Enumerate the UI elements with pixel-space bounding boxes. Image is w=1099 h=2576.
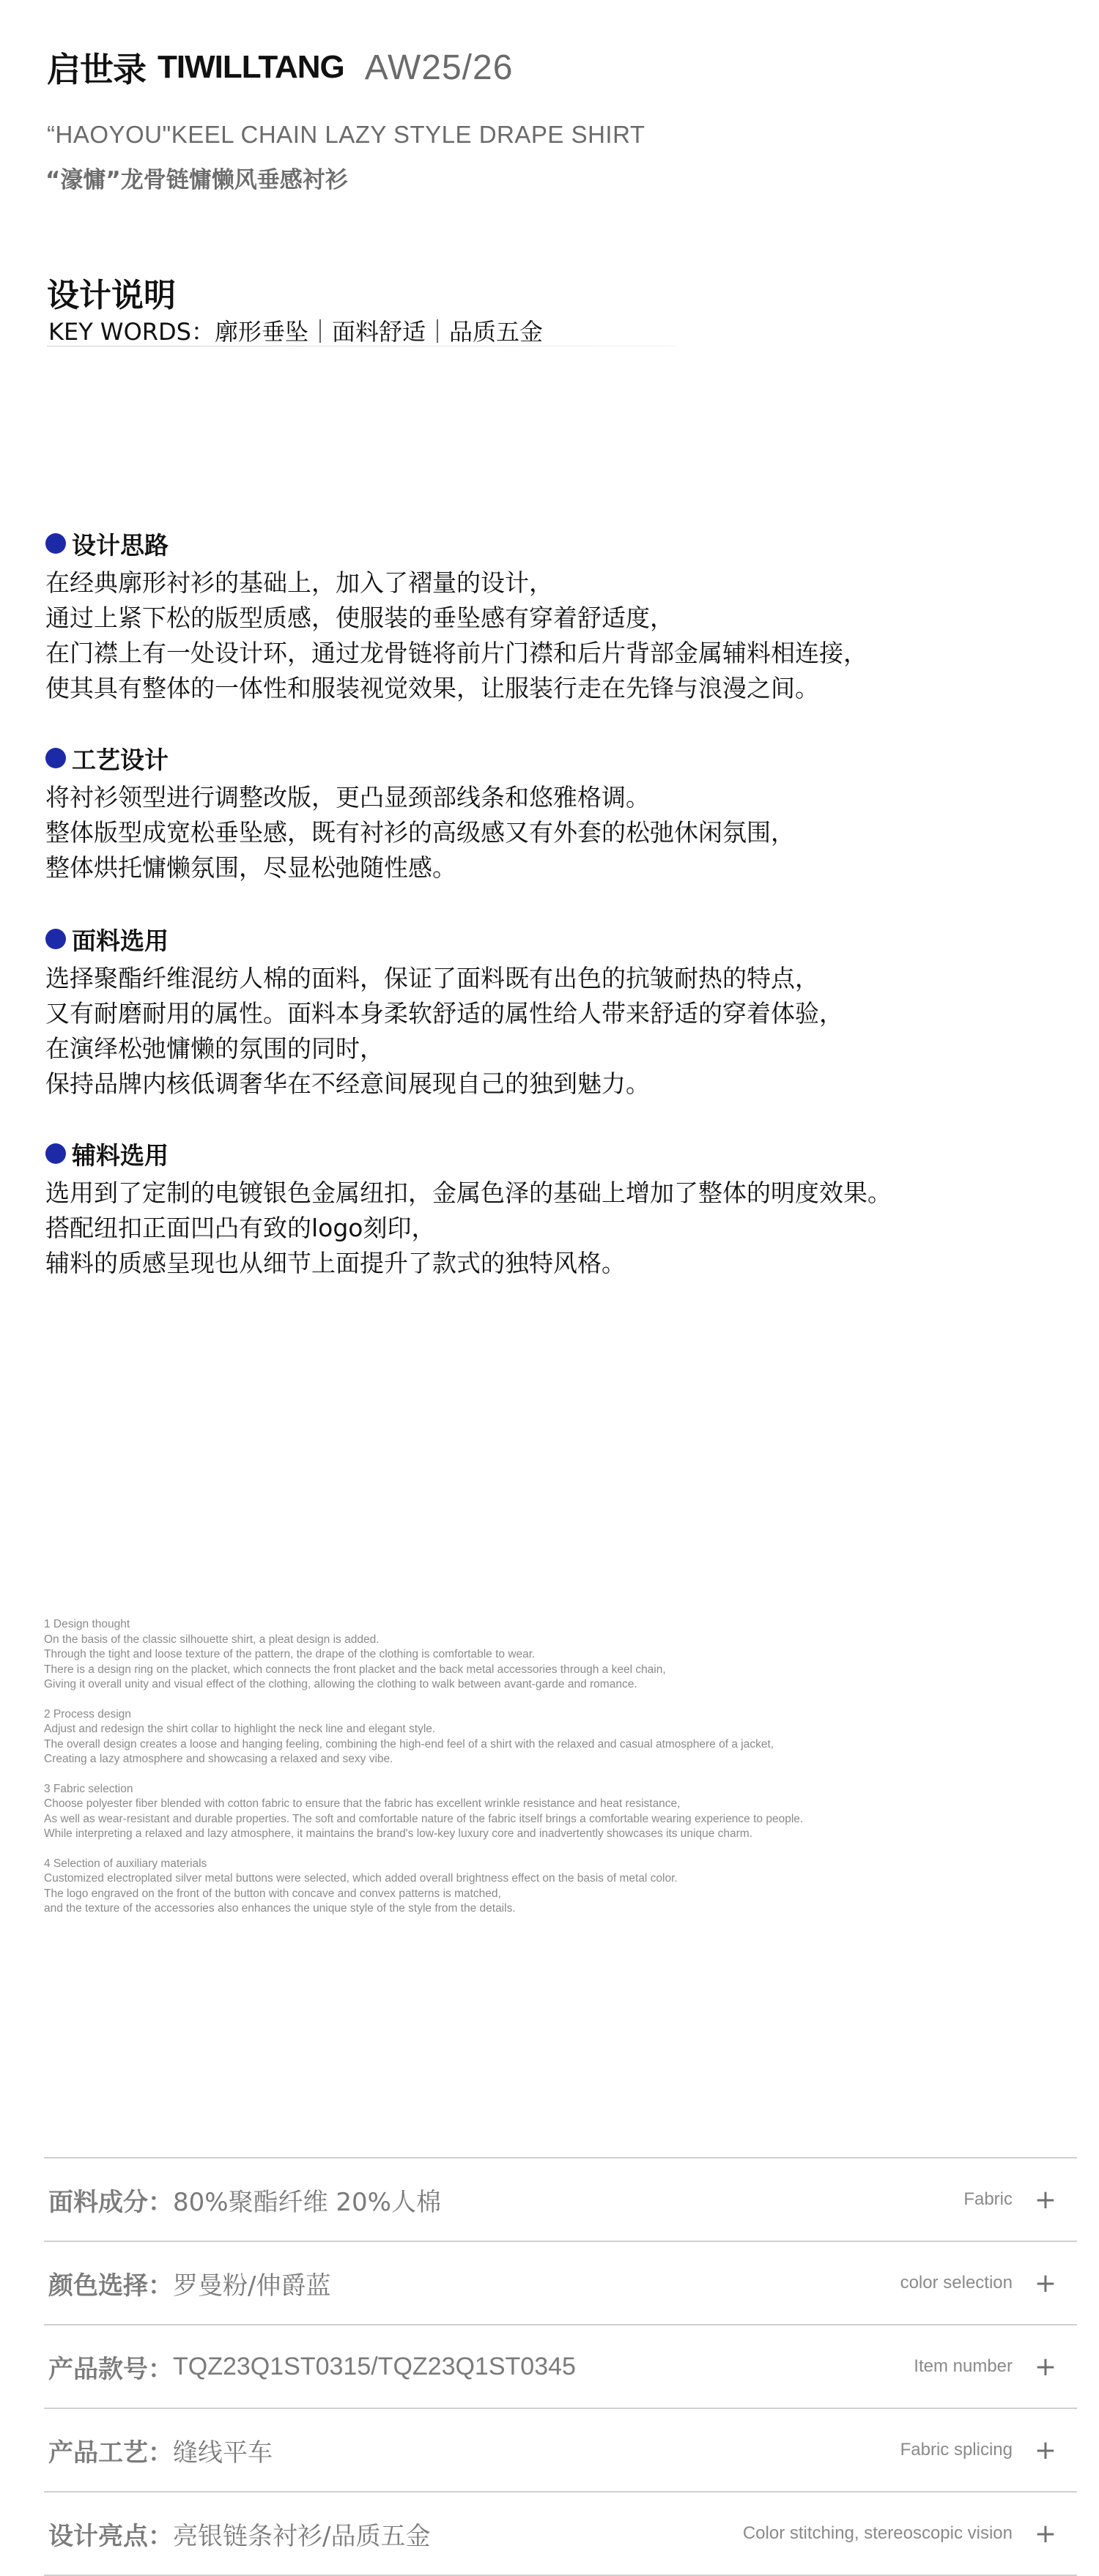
section-fabric-selection [45, 923, 1057, 1102]
spec-value: 80%聚酯纤维 20%人棉 [173, 2187, 441, 2217]
spec-label: 设计亮点： [48, 2521, 173, 2551]
spec-row-item-number[interactable] [44, 2324, 1077, 2408]
spec-value: 罗曼粉/伸爵蓝 [173, 2271, 331, 2301]
design-notes-title: 设计说明 [47, 277, 176, 314]
spec-text [48, 2242, 330, 2324]
product-title-cn: “濠慵”龙骨链慵懒风垂感衬衫 [45, 167, 348, 193]
body-line: 辅料的质感呈现也从细节上面提升了款式的独特风格。 [45, 1249, 626, 1277]
section-title: 面料选用 [72, 926, 169, 955]
body-line: 在门襟上有一处设计环，通过龙骨链将前片门襟和后片背部金属辅料相连接， [45, 639, 867, 667]
english-note-line: Adjust and redesign the shirt collar to highlight the neck line and elegant style. [44, 1723, 436, 1735]
section-heading [45, 1137, 1057, 1170]
english-note-group [44, 1782, 1055, 1842]
english-note-line: Giving it overall unity and visual effect of the clothing, allowing the clothing to walk between avant-garde and romance. [44, 1678, 637, 1690]
dot-icon [45, 533, 66, 554]
section-body [45, 780, 1057, 886]
english-note-line: While interpreting a relaxed and lazy atmosphere, it maintains the brand's low-key luxury core and inadvertently showcases its unique charm. [44, 1827, 753, 1840]
section-heading [45, 527, 1057, 560]
spec-row-process[interactable] [44, 2408, 1077, 2491]
brand-header [47, 45, 513, 89]
spec-en-label: Item number [914, 2356, 1013, 2376]
english-note-line: 2 Process design [44, 1707, 131, 1721]
body-line: 使其具有整体的一体性和服装视觉效果，让服装行走在先锋与浪漫之间。 [45, 674, 819, 702]
section-title: 辅料选用 [72, 1140, 169, 1170]
english-note-line: and the texture of the accessories also enhances the unique style of the style from the details. [44, 1902, 516, 1915]
spec-label: 产品工艺： [48, 2438, 173, 2468]
section-heading [45, 923, 1057, 955]
section-body [45, 1176, 1057, 1281]
spec-row-color[interactable] [44, 2241, 1077, 2324]
spec-en-label: Color stitching, stereoscopic vision [742, 2523, 1013, 2543]
brand-logo-en: TIWILLTANG [158, 49, 344, 85]
product-title-en: “HAOYOU"KEEL CHAIN LAZY STYLE DRAPE SHIRT [47, 121, 645, 148]
dot-icon [45, 748, 66, 768]
section-process-design [45, 742, 1057, 886]
body-line: 选用到了定制的电镀银色金属纽扣，金属色泽的基础上增加了整体的明度效果。 [45, 1178, 892, 1207]
body-line: 又有耐磨耐用的属性。面料本身柔软舒适的属性给人带来舒适的穿着体验， [45, 999, 843, 1028]
season-label: AW25/26 [364, 48, 514, 87]
spec-en-label: color selection [900, 2273, 1013, 2293]
section-body [45, 565, 1057, 706]
english-note-line: As well as wear-resistant and durable properties. The soft and comfortable nature of the fabric itself brings a comfortable wearing experience to people. [44, 1812, 804, 1825]
body-line: 在经典廓形衬衫的基础上，加入了褶量的设计， [45, 568, 553, 597]
english-note-line: 1 Design thought [44, 1618, 130, 1630]
english-note-line: The overall design creates a loose and hanging feeling, combining the high-end feel of a shirt with the relaxed and casual atmosphere of a jacket, [44, 1737, 774, 1751]
english-note-line: Creating a lazy atmosphere and showcasing a relaxed and sexy vibe. [44, 1753, 393, 1765]
spec-value: TQZ23Q1ST0315/TQZ23Q1ST0345 [173, 2352, 576, 2380]
dot-icon [45, 1143, 66, 1164]
section-design-thought [45, 527, 1057, 706]
body-line: 整体烘托慵懒氛围，尽显松弛随性感。 [45, 853, 456, 882]
spec-table [44, 2157, 1077, 2576]
section-heading [45, 742, 1057, 774]
spec-row-fabric[interactable] [44, 2157, 1077, 2241]
plus-icon[interactable]: + [1034, 2518, 1057, 2549]
brand-logo-cn: 启世录 [47, 50, 146, 89]
body-line: 将衬衫领型进行调整改版，更凸显颈部线条和悠雅格调。 [45, 783, 650, 812]
spec-label: 面料成分： [48, 2187, 173, 2217]
spec-label: 颜色选择： [48, 2271, 173, 2301]
english-note-line: There is a design ring on the placket, which connects the front placket and the back metal accessories through a keel chain, [44, 1663, 666, 1676]
body-line: 选择聚酯纤维混纺人棉的面料，保证了面料既有出色的抗皱耐热的特点， [45, 964, 819, 992]
english-note-line: Customized electroplated silver metal buttons were selected, which added overall brightness effect on the basis of metal color. [44, 1872, 678, 1885]
english-note-group [44, 1617, 1055, 1693]
spec-text [48, 2493, 430, 2575]
spec-label: 产品款号： [48, 2354, 173, 2384]
english-notes [44, 1617, 1055, 1931]
body-line: 搭配纽扣正面凹凸有致的logo刻印， [45, 1214, 436, 1242]
english-note-line: On the basis of the classic silhouette shirt, a pleat design is added. [44, 1633, 380, 1646]
english-note-line: 3 Fabric selection [44, 1782, 133, 1795]
plus-icon[interactable]: + [1034, 2268, 1057, 2298]
body-line: 在演绎松弛慵懒的氛围的同时， [45, 1034, 384, 1063]
section-title: 设计思路 [72, 530, 169, 560]
body-line: 保持品牌内核低调奢华在不经意间展现自己的独到魅力。 [45, 1069, 650, 1098]
spec-text [48, 2159, 441, 2241]
english-note-group [44, 1857, 1055, 1917]
spec-en-label: Fabric [963, 2189, 1013, 2209]
spec-row-highlight[interactable] [44, 2491, 1077, 2576]
plus-icon[interactable]: + [1034, 2351, 1057, 2382]
keywords-line: KEY WORDS：廓形垂坠｜面料舒适｜品质五金 [48, 318, 543, 346]
spec-en-label: Fabric splicing [900, 2440, 1013, 2460]
spec-text [48, 2326, 576, 2408]
english-note-line: The logo engraved on the front of the button with concave and convex patterns is matched, [44, 1887, 501, 1900]
section-body [45, 961, 1057, 1102]
dot-icon [45, 929, 66, 949]
english-note-line: Choose polyester fiber blended with cotton fabric to ensure that the fabric has excellent wrinkle resistance and heat resistance, [44, 1797, 681, 1810]
body-line: 通过上紧下松的版型质感，使服装的垂坠感有穿着舒适度， [45, 604, 674, 632]
section-title: 工艺设计 [72, 745, 169, 774]
section-auxiliary-materials [45, 1137, 1057, 1281]
english-note-group [44, 1707, 1055, 1767]
plus-icon[interactable]: + [1034, 2184, 1057, 2215]
body-line: 整体版型成宽松垂坠感，既有衬衫的高级感又有外套的松弛休闲氛围， [45, 818, 795, 847]
english-note-line: Through the tight and loose texture of the pattern, the drape of the clothing is comfortable to wear. [44, 1648, 536, 1660]
spec-text [48, 2409, 273, 2491]
english-note-line: 4 Selection of auxiliary materials [44, 1857, 207, 1870]
spec-value: 亮银链条衬衫/品质五金 [173, 2521, 431, 2551]
plus-icon[interactable]: + [1034, 2435, 1057, 2465]
spec-value: 缝线平车 [173, 2438, 273, 2468]
